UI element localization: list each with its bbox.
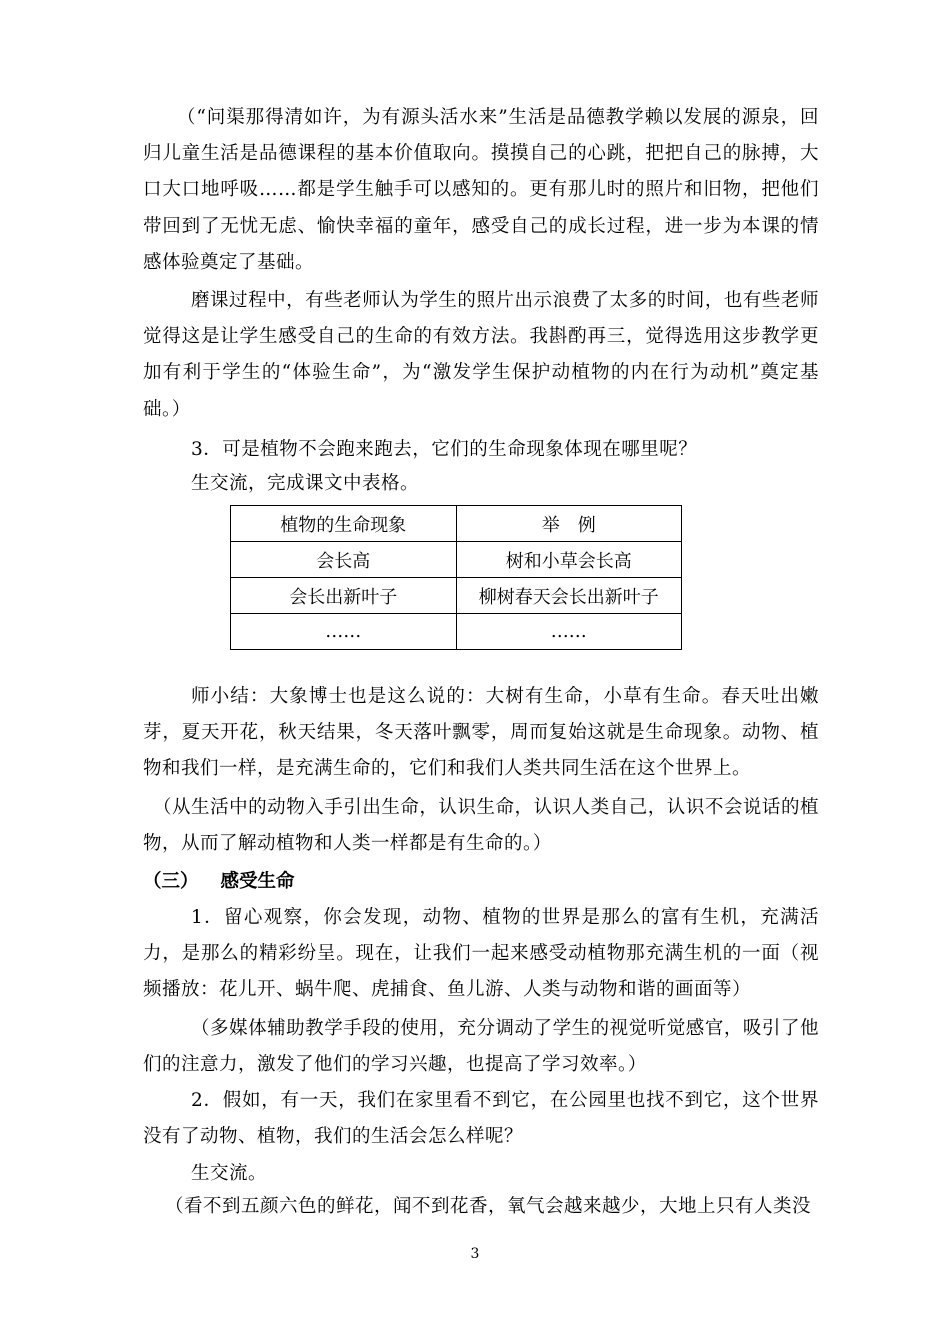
paragraph-reflection-3: （从生活中的动物入手引出生命，认识生命，认识人类自己，认识不会说话的植物，从而了解动植物和人类一样都是有生命的。） [143, 797, 819, 855]
paragraph-teacher-summary: 师小结：大象博士也是这么说的：大树有生命，小草有生命。春天吐出嫩芽，夏天开花，秋天结果，冬天落叶飘零，周而复始这就是生命现象。动物、植物和我们一样，是充满生命的，它们和我们人类共同生活在这个世界上。 [143, 686, 819, 780]
paragraph-exchange: 生交流，完成课文中表格。 [191, 473, 420, 494]
table-cell: 会长高 [231, 542, 457, 578]
table-header-row [231, 506, 682, 542]
paragraph-exchange-2: 生交流。 [191, 1163, 268, 1184]
paragraph-reflection-4: （多媒体辅助教学手段的使用，充分调动了学生的视觉听觉感官，吸引了他们的注意力，激发了他们的学习兴趣，也提高了学习效率。） [143, 1018, 819, 1076]
table-cell: …… [231, 614, 457, 650]
table-cell: 会长出新叶子 [231, 578, 457, 614]
section-title: 感受生命 [220, 871, 295, 892]
page-number: 3 [470, 1246, 480, 1262]
paragraph-reflection-5: （看不到五颜六色的鲜花，闻不到花香，氧气会越来越少，大地上只有人类没 [165, 1196, 812, 1217]
table-row [231, 542, 682, 578]
table-cell: …… [456, 614, 682, 650]
paragraph-question-3: 3．可是植物不会跑来跑去，它们的生命现象体现在哪里呢？ [191, 439, 698, 460]
table-header-cell: 植物的生命现象 [231, 506, 457, 542]
table-row [231, 614, 682, 650]
table-header-cell: 举 例 [456, 506, 682, 542]
paragraph-observe: 1．留心观察，你会发现，动物、植物的世界是那么的富有生机，充满活力，是那么的精彩纷呈。现在，让我们一起来感受动植物那充满生机的一面（视频播放：花儿开、蜗牛爬、虎捕食、鱼儿游、人类与动物和谐的画面等） [143, 907, 819, 1001]
table-cell: 柳树春天会长出新叶子 [456, 578, 682, 614]
table-row [231, 578, 682, 614]
paragraph-reflection-1: （“问渠那得清如许，为有源头活水来”生活是品德教学赖以发展的源泉，回归儿童生活是品德课程的基本价值取向。摸摸自己的心跳，把把自己的脉搏，大口大口地呼吸……都是学生触手可以感知的。更有那儿时的照片和旧物，把他们带回到了无忧无虑、愉快幸福的童年，感受自己的成长过程，进一步为本课的情感体验奠定了基础。 [143, 107, 819, 273]
paragraph-question-2: 2．假如，有一天，我们在家里看不到它，在公园里也找不到它，这个世界没有了动物、植物，我们的生活会怎么样呢？ [143, 1090, 819, 1148]
section-heading [143, 864, 317, 900]
paragraph-reflection-2: 磨课过程中，有些老师认为学生的照片出示浪费了太多的时间，也有些老师觉得这是让学生感受自己的生命的有效方法。我斟酌再三，觉得选用这步教学更加有利于学生的“体验生命”，为“激发学生保护动植物的内在行为动机”奠定基础。） [143, 290, 819, 420]
table-cell: 树和小草会长高 [456, 542, 682, 578]
section-number: （三） [143, 871, 199, 892]
plant-life-table [230, 505, 682, 650]
